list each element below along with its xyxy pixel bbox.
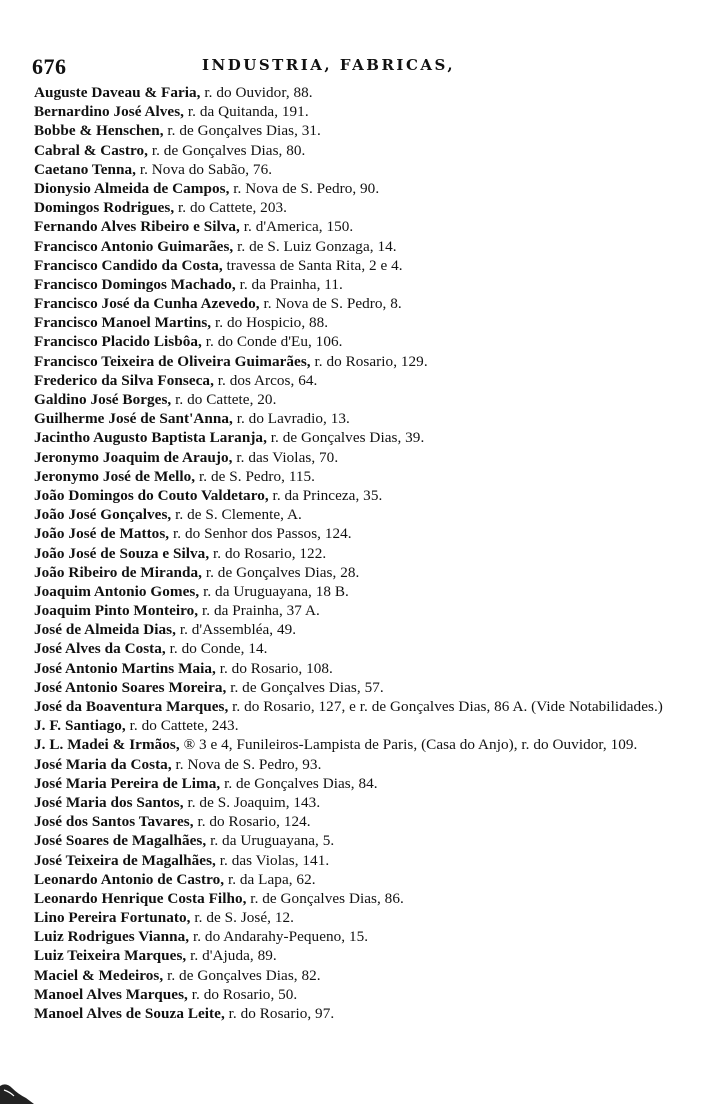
entry-address: r. de Gonçalves Dias, 39.: [266, 429, 425, 447]
entry-name: José dos Santos Tavares,: [34, 813, 194, 831]
entry-name: José Soares de Magalhães,: [34, 832, 207, 850]
entry-address: r. do Lavradio, 13.: [232, 410, 350, 428]
directory-entry: [34, 332, 704, 351]
directory-entry-list: [34, 83, 704, 1023]
entry-name: Joaquim Pinto Monteiro,: [34, 602, 199, 620]
entry-name: João Domingos do Couto Valdetaro,: [34, 486, 269, 504]
directory-entry: [34, 486, 704, 505]
entry-name: Francisco Placido Lisbôa,: [34, 333, 202, 351]
entry-address: r. do Cattete, 20.: [171, 391, 277, 408]
entry-address: r. da Uruguayana, 5.: [206, 832, 335, 850]
entry-address: r. de Gonçalves Dias, 28.: [201, 563, 360, 581]
entry-name: Lino Pereira Fortunato,: [34, 909, 191, 927]
entry-address: r. da Princeza, 35.: [268, 486, 383, 504]
entry-name: Francisco Antonio Guimarães,: [34, 237, 234, 255]
entry-name: Domingos Rodrigues,: [34, 199, 175, 217]
entry-address: r. do Rosario, 127, e r. de Gonçalves Dias, 86 A. (Vide Notabilidades.): [228, 698, 663, 715]
entry-address: ® 3 e 4, Funileiros-Lampista de Paris, (Casa do Anjo), r. do Ouvidor, 109.: [179, 736, 638, 754]
directory-entry: [34, 735, 704, 754]
directory-entry: [34, 755, 704, 774]
entry-name: Leonardo Henrique Costa Filho,: [34, 889, 247, 907]
entry-name: José Antonio Martins Maia,: [34, 659, 216, 677]
entry-address: r. de Gonçalves Dias, 31.: [163, 122, 321, 140]
entry-address: r. de S. Clemente, A.: [171, 506, 302, 524]
page-number: 676: [32, 54, 67, 79]
directory-entry: [34, 582, 704, 601]
entry-address: r. Nova de S. Pedro, 8.: [259, 295, 402, 313]
directory-entry: [34, 601, 704, 620]
directory-entry: [34, 639, 704, 658]
entry-address: r. do Conde, 14.: [165, 640, 268, 658]
entry-address: r. de Gonçalves Dias, 57.: [226, 678, 384, 696]
entry-address: r. d'Assembléa, 49.: [175, 621, 297, 639]
entry-name: Francisco Manoel Martins,: [34, 314, 212, 332]
entry-name: Auguste Daveau & Faria,: [34, 84, 201, 101]
directory-entry: [34, 352, 704, 371]
entry-name: Frederico da Silva Fonseca,: [34, 371, 214, 389]
directory-entry: [34, 198, 704, 217]
entry-name: Jacintho Augusto Baptista Laranja,: [34, 429, 267, 447]
entry-name: José de Almeida Dias,: [34, 621, 176, 639]
entry-name: Bobbe & Henschen,: [34, 122, 164, 140]
entry-name: Cabral & Castro,: [34, 141, 148, 159]
entry-name: J. F. Santiago,: [34, 717, 126, 735]
entry-address: r. do Rosario, 124.: [193, 813, 311, 831]
entry-address: r. das Violas, 70.: [232, 448, 339, 466]
directory-entry: [34, 620, 704, 639]
entry-name: José da Boaventura Marques,: [34, 698, 229, 715]
entry-name: Jeronymo José de Mello,: [34, 467, 196, 485]
entry-address: travessa de Santa Rita, 2 e 4.: [222, 256, 403, 274]
directory-entry: [34, 908, 704, 927]
entry-address: r. de Gonçalves Dias, 82.: [163, 966, 321, 984]
entry-name: Bernardino José Alves,: [34, 103, 185, 121]
entry-name: J. L. Madei & Irmãos,: [34, 736, 180, 754]
entry-address: r. do Cattete, 243.: [125, 717, 239, 735]
directory-entry: [34, 831, 704, 850]
entry-name: Manoel Alves de Souza Leite,: [34, 1005, 225, 1023]
directory-entry: [34, 467, 704, 486]
directory-entry: [34, 428, 704, 447]
directory-entry: [34, 83, 704, 102]
entry-address: r. de S. Joaquim, 143.: [183, 793, 321, 811]
entry-name: José Alves da Costa,: [34, 640, 166, 658]
directory-entry: [34, 179, 704, 198]
directory-entry: [34, 889, 704, 908]
entry-address: r. da Lapa, 62.: [224, 870, 316, 888]
entry-address: r. d'America, 150.: [239, 218, 354, 236]
directory-entry: [34, 371, 704, 390]
entry-address: r. da Quitanda, 191.: [184, 103, 309, 121]
entry-address: r. Nova do Sabão, 76.: [135, 160, 273, 178]
entry-name: Fernando Alves Ribeiro e Silva,: [34, 218, 240, 236]
running-head-title: INDUSTRIA, FABRICAS,: [202, 56, 456, 74]
directory-entry: [34, 313, 704, 332]
entry-name: Jeronymo Joaquim de Araujo,: [34, 448, 233, 466]
entry-address: r. do Conde d'Eu, 106.: [201, 333, 343, 351]
entry-name: Galdino José Borges,: [34, 391, 172, 408]
entry-name: Francisco Teixeira de Oliveira Guimarães,: [34, 352, 311, 370]
directory-entry: [34, 659, 704, 678]
directory-entry: [34, 563, 704, 582]
entry-name: Caetano Tenna,: [34, 160, 136, 178]
entry-address: r. do Rosario, 122.: [209, 544, 327, 562]
entry-address: r. de Gonçalves Dias, 84.: [220, 774, 378, 792]
entry-name: José Antonio Soares Moreira,: [34, 678, 227, 696]
directory-entry: [34, 927, 704, 946]
entry-address: r. do Rosario, 129.: [310, 352, 428, 370]
directory-entry: [34, 505, 704, 524]
entry-address: r. do Ouvidor, 88.: [200, 84, 313, 101]
directory-entry: [34, 294, 704, 313]
entry-address: r. de S. José, 12.: [190, 909, 294, 927]
directory-entry: [34, 275, 704, 294]
entry-name: Francisco José da Cunha Azevedo,: [34, 295, 260, 313]
entry-address: r. da Prainha, 11.: [235, 275, 343, 293]
entry-name: Dionysio Almeida de Campos,: [34, 179, 230, 197]
entry-name: Leonardo Antonio de Castro,: [34, 870, 225, 888]
entry-name: Luiz Teixeira Marques,: [34, 947, 187, 965]
page-corner-smudge: [0, 1072, 34, 1104]
entry-name: José Maria da Costa,: [34, 755, 172, 773]
directory-entry: [34, 966, 704, 985]
directory-entry: [34, 697, 704, 716]
directory-entry: [34, 448, 704, 467]
directory-entry: [34, 121, 704, 140]
directory-entry: [34, 237, 704, 256]
entry-address: r. de Gonçalves Dias, 86.: [246, 889, 404, 907]
entry-address: r. Nova de S. Pedro, 93.: [171, 755, 322, 773]
entry-name: José Maria Pereira de Lima,: [34, 774, 221, 792]
entry-name: Joaquim Antonio Gomes,: [34, 582, 200, 600]
directory-entry: [34, 678, 704, 697]
directory-entry: [34, 544, 704, 563]
entry-address: r. Nova de S. Pedro, 90.: [229, 179, 380, 197]
directory-entry: [34, 851, 704, 870]
entry-address: r. de Gonçalves Dias, 80.: [148, 141, 306, 159]
entry-name: Francisco Candido da Costa,: [34, 256, 223, 274]
directory-entry: [34, 870, 704, 889]
directory-entry: [34, 102, 704, 121]
directory-entry: [34, 141, 704, 160]
entry-name: Guilherme José de Sant'Anna,: [34, 410, 233, 428]
page-header: [32, 54, 692, 80]
entry-address: r. do Hospicio, 88.: [211, 314, 329, 332]
entry-address: r. de S. Luiz Gonzaga, 14.: [233, 237, 397, 255]
directory-entry: [34, 256, 704, 275]
entry-address: r. do Cattete, 203.: [174, 199, 287, 217]
entry-address: r. da Prainha, 37 A.: [198, 602, 320, 620]
entry-address: r. dos Arcos, 64.: [213, 371, 318, 389]
directory-entry: [34, 812, 704, 831]
entry-address: r. da Uruguayana, 18 B.: [199, 582, 349, 600]
entry-name: Luiz Rodrigues Vianna,: [34, 928, 190, 946]
entry-address: r. de S. Pedro, 115.: [195, 467, 316, 485]
directory-entry: [34, 409, 704, 428]
entry-address: r. do Rosario, 108.: [215, 659, 333, 677]
directory-entry: [34, 1004, 704, 1023]
entry-address: r. do Senhor dos Passos, 124.: [169, 525, 352, 543]
directory-entry: [34, 160, 704, 179]
directory-entry: [34, 946, 704, 965]
entry-address: r. d'Ajuda, 89.: [186, 947, 277, 965]
entry-address: r. das Violas, 141.: [215, 851, 330, 869]
entry-name: José Maria dos Santos,: [34, 793, 184, 811]
entry-name: João José de Souza e Silva,: [34, 544, 210, 562]
directory-entry: [34, 217, 704, 236]
entry-name: José Teixeira de Magalhães,: [34, 851, 216, 869]
directory-entry: [34, 985, 704, 1004]
entry-name: Manoel Alves Marques,: [34, 985, 188, 1003]
directory-entry: [34, 793, 704, 812]
directory-entry: [34, 390, 704, 409]
entry-name: João José Gonçalves,: [34, 506, 172, 524]
entry-name: João Ribeiro de Miranda,: [34, 563, 202, 581]
directory-entry: [34, 774, 704, 793]
entry-address: r. do Andarahy-Pequeno, 15.: [189, 928, 369, 946]
entry-name: João José de Mattos,: [34, 525, 170, 543]
directory-entry: [34, 716, 704, 735]
entry-address: r. do Rosario, 50.: [187, 985, 298, 1003]
entry-name: Maciel & Medeiros,: [34, 966, 164, 984]
entry-address: r. do Rosario, 97.: [224, 1005, 335, 1023]
directory-entry: [34, 524, 704, 543]
entry-name: Francisco Domingos Machado,: [34, 275, 236, 293]
